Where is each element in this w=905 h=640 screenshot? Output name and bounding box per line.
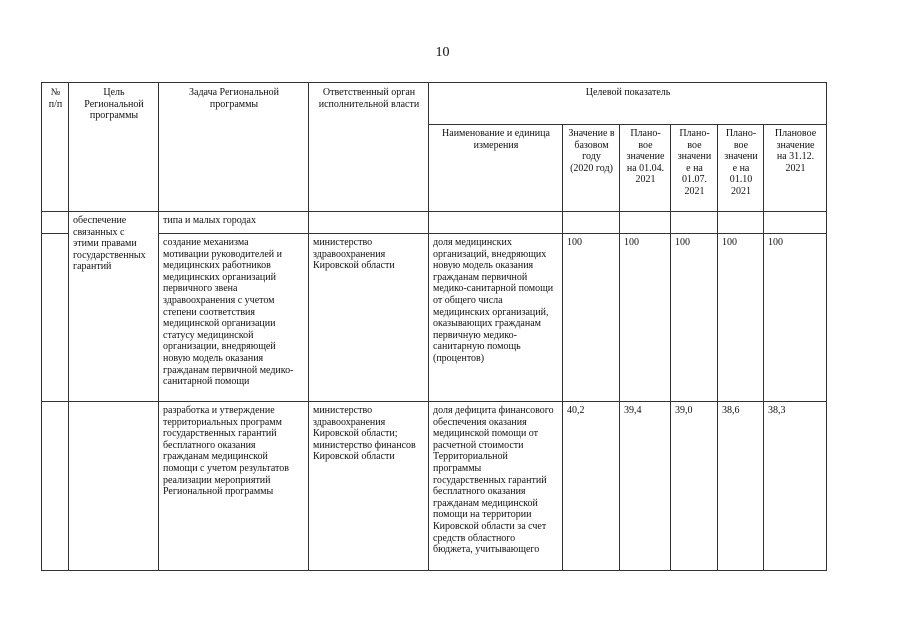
cell-plan-0107: 39,0 bbox=[671, 402, 718, 571]
header-plan-0110: Плано- вое значени е на 01.10 2021 bbox=[718, 125, 764, 212]
cell-base bbox=[563, 212, 620, 234]
cell-plan-0110: 38,6 bbox=[718, 402, 764, 571]
cell-num bbox=[42, 402, 69, 571]
cell-indicator: доля медицинских организаций, внедряющих новую модель оказания гражданам первичной медико-санитарной помощи от общего числа медицинских организаций, оказывающих гражданам первичную медико- санитарную помощь (процентов) bbox=[429, 234, 563, 402]
header-row-1 bbox=[42, 83, 827, 125]
cell-plan-0401: 100 bbox=[620, 234, 671, 402]
cell-task: создание механизма мотивации руководителей и медицинских работников медицинских организаций первичного звена здравоохранения с учетом степени соответствия медицинской организации статусу медицинской организации, внедряющей новую модель оказания гражданам первичной медико- санитарной помощи bbox=[159, 234, 309, 402]
cell-goal bbox=[69, 402, 159, 571]
cell-task: типа и малых городах bbox=[159, 212, 309, 234]
cell-base: 40,2 bbox=[563, 402, 620, 571]
header-responsible-body: Ответственный орган исполнительной власти bbox=[309, 83, 429, 212]
header-target-indicator: Целевой показатель bbox=[429, 83, 827, 125]
cell-num bbox=[42, 234, 69, 402]
cell-plan-0107 bbox=[671, 212, 718, 234]
header-plan-0401: Плано- вое значение на 01.04. 2021 bbox=[620, 125, 671, 212]
header-indicator-name: Наименование и единица измерения bbox=[429, 125, 563, 212]
cell-plan-0110: 100 bbox=[718, 234, 764, 402]
table-row bbox=[42, 234, 827, 402]
cell-body: министерство здравоохранения Кировской области bbox=[309, 234, 429, 402]
header-plan-0107: Плано- вое значени е на 01.07. 2021 bbox=[671, 125, 718, 212]
table-row bbox=[42, 212, 827, 234]
cell-num bbox=[42, 212, 69, 234]
header-task: Задача Региональной программы bbox=[159, 83, 309, 212]
header-num: № п/п bbox=[42, 83, 69, 212]
cell-plan-3112 bbox=[764, 212, 827, 234]
cell-indicator: доля дефицита финансового обеспечения оказания медицинской помощи от расчетной стоимости Территориальной программы государственных гарантий бесплатного оказания гражданам медицинской помощи на территории Кировской области за счет средств областного бюджета, учитывающего bbox=[429, 402, 563, 571]
program-table bbox=[41, 82, 827, 571]
header-goal: Цель Региональной программы bbox=[69, 83, 159, 212]
cell-body: министерство здравоохранения Кировской области; министерство финансов Кировской области bbox=[309, 402, 429, 571]
cell-base: 100 bbox=[563, 234, 620, 402]
cell-goal: обеспечение связанных с этими правами государственных гарантий bbox=[69, 212, 159, 402]
table-row bbox=[42, 402, 827, 571]
cell-plan-0107: 100 bbox=[671, 234, 718, 402]
header-base-value: Значение в базовом году (2020 год) bbox=[563, 125, 620, 212]
cell-plan-0110 bbox=[718, 212, 764, 234]
cell-indicator bbox=[429, 212, 563, 234]
cell-plan-0401: 39,4 bbox=[620, 402, 671, 571]
header-plan-3112: Плановое значение на 31.12. 2021 bbox=[764, 125, 827, 212]
cell-plan-3112: 38,3 bbox=[764, 402, 827, 571]
cell-body bbox=[309, 212, 429, 234]
cell-task: разработка и утверждение территориальных программ государственных гарантий бесплатного оказания гражданам медицинской помощи с учетом результатов реализации мероприятий Региональной программы bbox=[159, 402, 309, 571]
cell-plan-0401 bbox=[620, 212, 671, 234]
cell-plan-3112: 100 bbox=[764, 234, 827, 402]
page-number: 10 bbox=[435, 45, 450, 60]
